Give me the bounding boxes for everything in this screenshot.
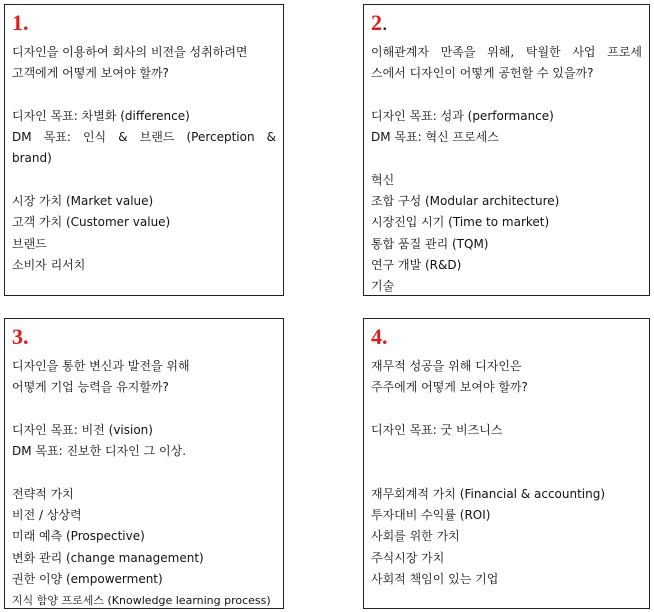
text-line: 시장 가치 (Market value)	[12, 194, 154, 209]
text-line: 고객에게 어떻게 보여야 할까?	[12, 66, 169, 81]
text-line	[12, 85, 276, 106]
text-line: 전략적 가치	[12, 486, 74, 501]
text-line: 소비자 리서치	[12, 257, 86, 272]
text-line	[371, 441, 642, 462]
text-line: 시장진입 시기 (Time to market)	[371, 215, 550, 230]
text-line: 미래 예측 (Prospective)	[12, 529, 145, 544]
quadrant-1-box	[4, 4, 284, 296]
text-line: 디자인을 통한 변신과 발전을 위해	[12, 359, 190, 373]
text-line: 권한 이양 (empowerment)	[12, 571, 163, 586]
text-line: 비전 / 상상력	[12, 508, 82, 523]
text-line	[371, 399, 642, 420]
text-line: 스에서 디자인이 어떻게 공헌할 수 있을까?	[371, 66, 594, 81]
text-line: 변화 관리 (change management)	[12, 550, 204, 565]
quadrant-number: 4.	[371, 324, 388, 349]
text-line: 지식 함양 프로세스 (Knowledge learning process)	[12, 594, 271, 608]
text-line: 주주에게 어떻게 보여야 할까?	[371, 380, 528, 395]
text-line: 어떻게 기업 능력을 유지할까?	[12, 380, 169, 395]
quadrant-number: 1.	[12, 10, 29, 35]
text-line: 디자인 목표: 성과 (performance)	[371, 108, 554, 123]
text-line: 이해관계자 만족을 위해, 탁월한 사업 프로세	[371, 45, 642, 59]
text-line: 주식시장 가치	[371, 550, 445, 565]
quadrant-number: 2.	[371, 10, 388, 35]
text-line: brand)	[12, 151, 52, 166]
quadrant-text	[12, 356, 276, 612]
text-line: 브랜드	[12, 236, 47, 251]
text-line	[12, 462, 276, 483]
text-line: 통합 품질 관리 (TQM)	[371, 236, 489, 251]
text-line: 연구 개발 (R&D)	[371, 257, 462, 272]
quadrant-text	[371, 42, 642, 298]
text-line: 재무회계적 가치 (Financial & accounting)	[371, 486, 606, 501]
quadrant-2-box	[363, 4, 650, 296]
text-line	[371, 148, 642, 169]
text-line	[371, 462, 642, 483]
text-line: 혁신	[371, 172, 395, 187]
text-line: 디자인 목표: 비전 (vision)	[12, 422, 153, 437]
text-line: DM 목표: 진보한 디자인 그 이상.	[12, 444, 187, 459]
text-line: 디자인을 이용하여 회사의 비전을 성취하려면	[12, 45, 248, 59]
text-line	[371, 85, 642, 106]
quadrant-4-box	[363, 318, 650, 609]
text-line: 조합 구성 (Modular architecture)	[371, 194, 560, 209]
text-line: 기술	[371, 279, 395, 294]
text-line: 사회를 위한 가치	[371, 529, 460, 544]
quadrant-text	[371, 356, 642, 590]
text-line: 재무적 성공을 위해 디자인은	[371, 359, 522, 373]
quadrant-3-box	[4, 318, 284, 609]
text-line: 사회적 책임이 있는 기업	[371, 571, 499, 586]
text-line	[12, 399, 276, 420]
text-line: DM 목표: 인식 & 브랜드 (Perception &	[12, 130, 276, 145]
text-line	[12, 170, 276, 191]
quadrant-text	[12, 42, 276, 276]
text-line: 디자인 목표: 차별화 (difference)	[12, 108, 190, 123]
text-line: 고객 가치 (Customer value)	[12, 215, 171, 230]
text-line: DM 목표: 혁신 프로세스	[371, 130, 499, 145]
text-line: 디자인 목표: 굿 비즈니스	[371, 422, 503, 437]
quadrant-number: 3.	[12, 324, 29, 349]
text-line: 투자대비 수익률 (ROI)	[371, 508, 491, 523]
